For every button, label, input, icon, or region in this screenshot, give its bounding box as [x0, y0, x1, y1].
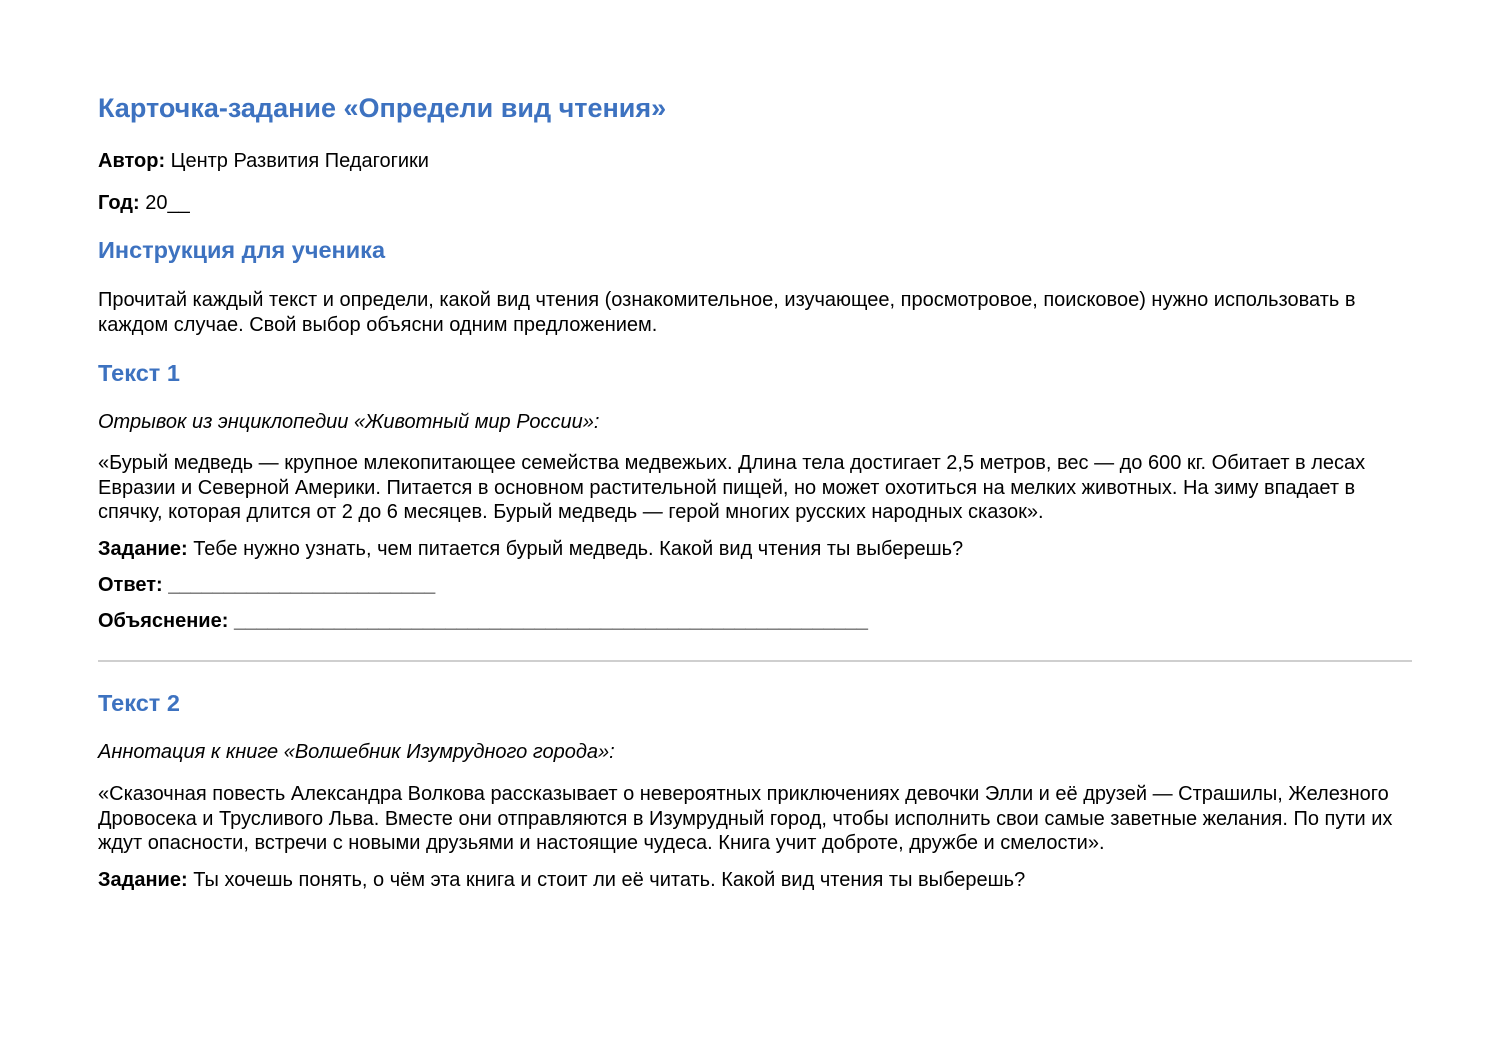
- text1-task-label: Задание:: [98, 538, 188, 560]
- author-value: Центр Развития Педагогики: [170, 150, 429, 172]
- year-label: Год:: [98, 192, 140, 214]
- text1-explanation: [98, 609, 868, 633]
- text1-answer: [98, 573, 435, 597]
- text2-passage: «Сказочная повесть Александра Волкова рассказывает о невероятных приключениях девочки Элли и её друзей — Страшилы, Железного Дровосека и Трусливого Льва. Вместе они отправляются в Изумрудный город, чтобы исполнить свои самые заветные желания. По пути их ждут опасности, встречи с новыми друзьями и настоящие чудеса. Книга учит доброте, дружбе и смелости».: [98, 783, 1393, 854]
- text1-task-text: Тебе нужно узнать, чем питается бурый медведь. Какой вид чтения ты выберешь?: [193, 538, 964, 560]
- author-line: [98, 149, 429, 173]
- text1-explanation-blank[interactable]: _________________________________________________________: [233, 610, 868, 632]
- text2-heading: Текст 2: [98, 690, 180, 716]
- text1-answer-blank[interactable]: ________________________: [168, 574, 436, 596]
- instructions-text: Прочитай каждый текст и определи, какой вид чтения (ознакомительное, изучающее, просмотровое, поисковое) нужно использовать в каждом случае. Свой выбор объясни одним предложением.: [98, 289, 1356, 336]
- text1-answer-label: Ответ:: [98, 574, 163, 596]
- text1-heading: Текст 1: [98, 360, 180, 386]
- text1-task: [98, 537, 963, 561]
- year-value: 20__: [145, 192, 190, 214]
- instructions-heading: Инструкция для ученика: [98, 237, 386, 263]
- author-label: Автор:: [98, 150, 166, 172]
- text1-source: Отрывок из энциклопедии «Животный мир России»:: [98, 411, 600, 433]
- text1-explanation-label: Объяснение:: [98, 610, 229, 632]
- year-line: [98, 191, 190, 215]
- text2-source: Аннотация к книге «Волшебник Изумрудного города»:: [98, 741, 615, 763]
- text1-passage: «Бурый медведь — крупное млекопитающее семейства медвежьих. Длина тела достигает 2,5 метров, вес — до 600 кг. Обитает в лесах Евразии и Северной Америки. Питается в основном растительной пищей, но может охотиться на мелких животных. На зиму впадает в спячку, которая длится от 2 до 6 месяцев. Бурый медведь — герой многих русских народных сказок».: [98, 452, 1366, 523]
- text2-task-label: Задание:: [98, 869, 188, 891]
- section-divider: [98, 660, 1412, 662]
- page-title: Карточка-задание «Определи вид чтения»: [98, 93, 667, 123]
- text2-task: [98, 868, 1025, 892]
- text2-task-text: Ты хочешь понять, о чём эта книга и стоит ли её читать. Какой вид чтения ты выберешь?: [193, 869, 1026, 891]
